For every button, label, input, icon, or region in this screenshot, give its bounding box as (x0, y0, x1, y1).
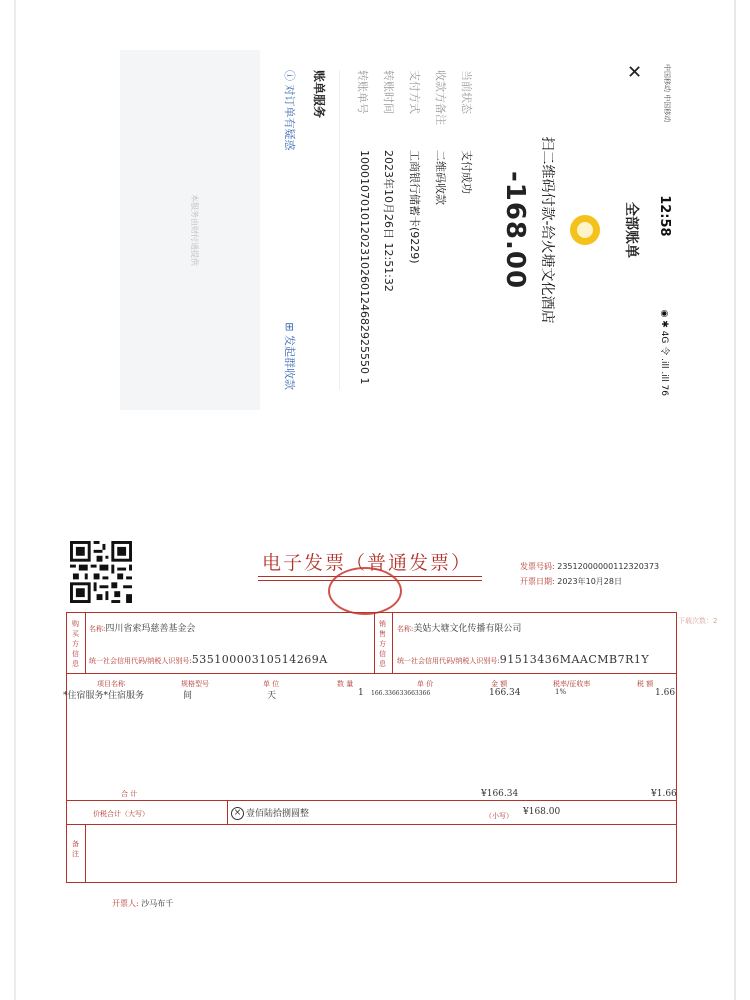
col-qty: 数 量 (337, 680, 354, 688)
remarks-label: 备注 (72, 840, 79, 858)
grand-total-small: ¥168.00 (523, 807, 561, 817)
item-qty: 1 (358, 688, 364, 698)
cross-circle-icon: × (231, 807, 244, 820)
buyer-name: 名称:四川省索玛慈善基金会 (89, 624, 196, 634)
col-unit: 单 位 (263, 680, 280, 688)
seller-name: 名称:美姑大塘文化传播有限公司 (397, 624, 522, 634)
nav-bar (616, 50, 646, 410)
item-spec: 间 (183, 691, 193, 701)
order-question-link[interactable]: ⓘ 对订单有疑惑 (283, 70, 296, 151)
merchant-name: 扫二维码付款-给火塘文化酒店 (539, 136, 555, 324)
seller-tax-id: 统一社会信用代码/纳税人识别号:91513436MAACMB7R1Y (397, 653, 650, 666)
nav-title: 全部账单 (623, 202, 639, 258)
detail-row: 转账时间 2023年10月26日 12:51:32 (382, 70, 395, 292)
item-amount: 166.34 (489, 688, 521, 698)
invoice-date: 开票日期: 2023年10月28日 (520, 577, 622, 586)
col-tax: 税 额 (637, 680, 654, 688)
merchant-logo (570, 215, 600, 245)
detail-row: 当前状态 支付成功 (460, 70, 473, 194)
invoice-title: 电子发票（普通发票） (262, 552, 473, 574)
total-label: 合 计 (121, 790, 138, 798)
download-count: 下载次数：2 (678, 617, 718, 625)
col-item-name: 项目名称 (97, 680, 125, 688)
service-links (282, 70, 298, 390)
status-carrier: 中国移动 中国移动 (663, 64, 671, 123)
footer-note: 本服务由财付通提供 (190, 194, 199, 266)
item-tax-rate: 1% (555, 688, 567, 696)
grand-total-label: 价税合计（大写） (93, 810, 149, 818)
seller-side-label: 销售方信息 (379, 620, 386, 668)
invoice-number: 发票号码: 23512000000112320373 (520, 562, 660, 571)
close-icon[interactable]: ✕ (623, 64, 644, 80)
buyer-side-label: 购买方信息 (72, 620, 79, 668)
payment-screenshot (120, 50, 680, 410)
total-amount: ¥166.34 (481, 789, 519, 799)
invoice-seal (328, 567, 402, 615)
col-price: 单 价 (417, 680, 434, 688)
detail-row: 支付方式 工商银行储蓄卡(9229) (408, 70, 421, 264)
grand-small-label: （小写） (485, 812, 513, 820)
issuer: 开票人: 沙马布千 (112, 899, 174, 908)
item-unit: 天 (267, 691, 277, 701)
bill-service-title: 账单服务 (312, 70, 326, 119)
qr-code (70, 541, 132, 603)
col-amount: 金 额 (491, 680, 508, 688)
invoice-table (63, 612, 677, 883)
grand-total-upper: × 壹佰陆拾捌圆整 (231, 806, 309, 820)
total-tax: ¥1.66 (651, 789, 677, 799)
status-time: 12:58 (657, 195, 672, 237)
item-price: 166.336633663366 (371, 690, 431, 697)
phone-screen (120, 50, 680, 410)
detail-row: 转账单号 10001070101202310260124682925550 1 (356, 70, 371, 385)
status-indicators: ◉ ✱ 4G 令 .ill .ill 76 (659, 309, 669, 396)
col-spec: 规格型号 (181, 680, 209, 688)
group-collect-link[interactable]: ⊞ 发起群收款 (283, 322, 296, 390)
item-name: *住宿服务*住宿服务 (63, 691, 145, 701)
detail-row: 收款方备注 二维码收款 (434, 70, 447, 205)
col-tax-rate: 税率/征收率 (553, 680, 591, 688)
item-tax: 1.66 (655, 688, 676, 698)
detail-list (345, 70, 475, 390)
buyer-tax-id: 统一社会信用代码/纳税人识别号:53510000310514269A (89, 653, 328, 666)
payment-amount: -168.00 (500, 170, 530, 290)
status-bar (652, 64, 672, 396)
divider (339, 70, 340, 390)
